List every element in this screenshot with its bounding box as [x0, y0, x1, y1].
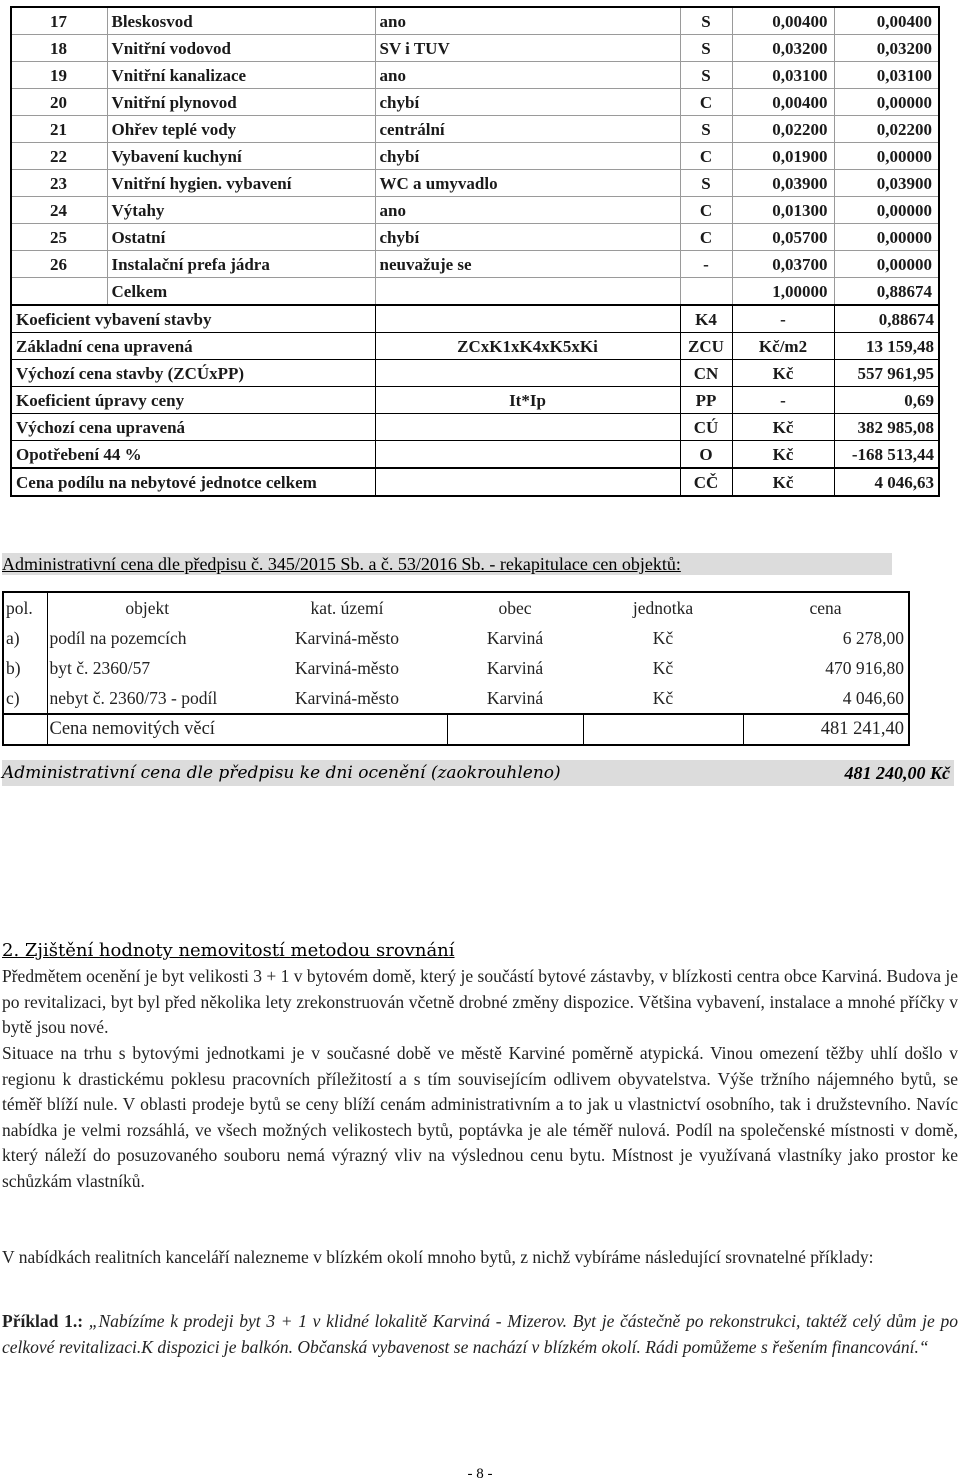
total-v1: 1,00000 [732, 278, 834, 306]
summary-value: 0,69 [834, 387, 939, 414]
summary-value: 382 985,08 [834, 414, 939, 441]
item-row [11, 143, 939, 170]
item-category: C [680, 197, 732, 224]
item-value: 0,00000 [834, 197, 939, 224]
summary-value: 0,88674 [834, 305, 939, 333]
summary-row [11, 441, 939, 469]
item-row [11, 170, 939, 197]
item-value: 0,00400 [834, 7, 939, 35]
summary-code: ZCU [680, 333, 732, 360]
item-number: 25 [11, 224, 107, 251]
summary-code: K4 [680, 305, 732, 333]
item-description: SV i TUV [375, 35, 680, 62]
summary-unit: - [732, 387, 834, 414]
item-category: S [680, 116, 732, 143]
item-weight: 0,05700 [732, 224, 834, 251]
item-description: neuvažuje se [375, 251, 680, 278]
item-value: 0,00000 [834, 89, 939, 116]
item-number: 26 [11, 251, 107, 278]
summary-code: O [680, 441, 732, 469]
item-description: ano [375, 62, 680, 89]
item-row [11, 116, 939, 143]
item-name: Vnitřní plynovod [107, 89, 375, 116]
summary-label: Cena podílu na nebytové jednotce celkem [11, 468, 375, 496]
recap-sum-label: Cena nemovitých věcí [47, 714, 447, 745]
item-name: Ostatní [107, 224, 375, 251]
item-number: 19 [11, 62, 107, 89]
summary-label: Opotřebení 44 % [11, 441, 375, 469]
recap-cell-objekt: podíl na pozemcích [49, 627, 187, 648]
item-weight: 0,01300 [732, 197, 834, 224]
summary-formula [375, 468, 680, 496]
summary-unit: Kč [732, 441, 834, 469]
summary-label: Výchozí cena upravená [11, 414, 375, 441]
summary-row [11, 468, 939, 496]
recap-header-objekt: objekt [125, 597, 170, 618]
item-weight: 0,02200 [732, 116, 834, 143]
item-weight: 0,01900 [732, 143, 834, 170]
summary-unit: Kč [732, 468, 834, 496]
recap-cell-cena: 470 916,80 [825, 657, 904, 678]
summary-label: Základní cena upravená [11, 333, 375, 360]
item-value: 0,03900 [834, 170, 939, 197]
item-name: Vybavení kuchyní [107, 143, 375, 170]
item-value: 0,03200 [834, 35, 939, 62]
recap-cell-obec: Karviná [486, 627, 544, 648]
recap-row [3, 653, 909, 683]
recap-sum-value: 481 241,40 [743, 714, 909, 745]
summary-value: 4 046,63 [834, 468, 939, 496]
item-number: 21 [11, 116, 107, 143]
recap-cell-pol: b) [3, 653, 47, 683]
summary-value: 13 159,48 [834, 333, 939, 360]
summary-label: Výchozí cena stavby (ZCÚxPP) [11, 360, 375, 387]
item-description: chybí [375, 224, 680, 251]
summary-formula [375, 441, 680, 469]
item-name: Ohřev teplé vody [107, 116, 375, 143]
recap-cell-obec: Karviná [486, 687, 544, 708]
item-row [11, 62, 939, 89]
item-row [11, 251, 939, 278]
item-description: chybí [375, 89, 680, 116]
item-category: S [680, 62, 732, 89]
item-number: 20 [11, 89, 107, 116]
summary-label: Koeficient vybavení stavby [11, 305, 375, 333]
recap-cell-pol: c) [3, 683, 47, 714]
rounded-price-row [2, 760, 954, 786]
summary-formula: ZCxK1xK4xK5xKi [375, 333, 680, 360]
summary-formula [375, 414, 680, 441]
summary-code: CČ [680, 468, 732, 496]
example-1 [2, 1309, 958, 1360]
summary-row [11, 333, 939, 360]
example-1-label: Příklad 1.: [2, 1311, 84, 1331]
summary-unit: Kč [732, 414, 834, 441]
item-number: 24 [11, 197, 107, 224]
total-no-cell [11, 278, 107, 306]
example-1-text: „Nabízíme k prodeji byt 3 + 1 v klidné lokalitě Karviná - Mizerov. Byt je částečně po rekonstrukci, taktéž celý dům je po celkové revitalizaci.K dispozici je balkón. Občanská vybavenost se nachází v blízkém okolí. Rádi pomůžeme s řešením financování.“ [2, 1311, 958, 1357]
summary-unit: Kč/m2 [732, 333, 834, 360]
recap-header-cena: cena [809, 597, 842, 618]
item-row [11, 197, 939, 224]
summary-row [11, 414, 939, 441]
item-weight: 0,03100 [732, 62, 834, 89]
item-value: 0,02200 [834, 116, 939, 143]
recap-cell-uzemi: Karviná-město [295, 687, 399, 708]
item-number: 23 [11, 170, 107, 197]
summary-code: PP [680, 387, 732, 414]
summary-value: 557 961,95 [834, 360, 939, 387]
item-weight: 0,00400 [732, 89, 834, 116]
recap-cell-jednotka: Kč [652, 657, 674, 678]
item-description: centrální [375, 116, 680, 143]
paragraph-market: Situace na trhu s bytovými jednotkami je v současné době ve městě Karviné poměrně atypická. Vinou omezení těžby uhlí došlo v regionu k drastickému poklesu pracovních příležitostí a s tím souvisejícím odlivem obyvatelstva. Výše tržního nájemného bytů, se téměř blíží nule. V oblasti prodeje bytů se ceny blíží cenám administrativním a to jak u vlastnictví osobního, tak i družstevního. Navíc nabídka je velmi rozsáhlá, ve všech možných velikostech bytů, poptávka je ale téměř nulová. Podíl na společenské místnosti v domě, který náleží do posuzovaného souboru nemá výrazný vliv na výslednou cenu bytu. Místnost je využívaná vlastníky jako prostor ke schůzkám vlastníků. [2, 1043, 958, 1191]
total-label: Celkem [107, 278, 375, 306]
recap-cell-cena: 6 278,00 [842, 627, 904, 648]
paragraph-subject: Předmětem ocenění je byt velikosti 3 + 1 v bytovém domě, který je součástí bytové zástavby, v blízkosti centra obce Karviná. Budova je po revitalizaci, byt byl před několika lety zrekonstruován včetně drobné změny dispozice. Většina vybavení, instalace a mnohé příčky v bytě jsou nové. [2, 966, 958, 1038]
item-description: ano [375, 7, 680, 35]
total-v2: 0,88674 [834, 278, 939, 306]
item-row [11, 7, 939, 35]
item-number: 18 [11, 35, 107, 62]
recap-cell-objekt: byt č. 2360/57 [49, 657, 151, 678]
item-name: Vnitřní kanalizace [107, 62, 375, 89]
item-category: S [680, 35, 732, 62]
item-value: 0,00000 [834, 251, 939, 278]
item-name: Vnitřní vodovod [107, 35, 375, 62]
recap-sum-row [3, 714, 909, 745]
summary-unit: - [732, 305, 834, 333]
recap-header-uzemi: kat. území [310, 597, 384, 618]
item-description: WC a umyvadlo [375, 170, 680, 197]
item-weight: 0,03700 [732, 251, 834, 278]
recap-cell-uzemi: Karviná-město [295, 657, 399, 678]
summary-formula [375, 360, 680, 387]
rounded-price-value: 481 240,00 Kč [844, 763, 950, 783]
item-name: Výtahy [107, 197, 375, 224]
summary-row [11, 387, 939, 414]
recap-row [3, 683, 909, 714]
item-value: 0,00000 [834, 224, 939, 251]
recap-header-pol: pol. [3, 592, 47, 623]
recap-header-jednotka: jednotka [632, 597, 694, 618]
item-number: 17 [11, 7, 107, 35]
item-weight: 0,03200 [732, 35, 834, 62]
recap-header-row [3, 592, 909, 623]
summary-unit: Kč [732, 360, 834, 387]
item-description: ano [375, 197, 680, 224]
recap-table [2, 591, 910, 746]
recap-header-obec: obec [498, 597, 532, 618]
recap-cell-cena: 4 046,60 [842, 687, 904, 708]
summary-value: -168 513,44 [834, 441, 939, 469]
item-category: - [680, 251, 732, 278]
summary-code: CN [680, 360, 732, 387]
item-category: S [680, 7, 732, 35]
item-row [11, 224, 939, 251]
summary-formula [375, 305, 680, 333]
summary-label: Koeficient úpravy ceny [11, 387, 375, 414]
summary-code: CÚ [680, 414, 732, 441]
item-number: 22 [11, 143, 107, 170]
recap-cell-obec: Karviná [486, 657, 544, 678]
item-row [11, 35, 939, 62]
recap-cell-objekt: nebyt č. 2360/73 - podíl [49, 687, 218, 708]
summary-row [11, 305, 939, 333]
item-row [11, 89, 939, 116]
item-value: 0,03100 [834, 62, 939, 89]
item-category: C [680, 224, 732, 251]
item-description: chybí [375, 143, 680, 170]
item-name: Vnitřní hygien. vybavení [107, 170, 375, 197]
rounded-price-label: Administrativní cena dle předpisu ke dni ocenění (zaokrouhleno) [2, 763, 561, 783]
summary-formula: It*Ip [375, 387, 680, 414]
recap-row [3, 623, 909, 653]
recap-cell-pol: a) [3, 623, 47, 653]
item-name: Instalační prefa jádra [107, 251, 375, 278]
item-category: C [680, 143, 732, 170]
recap-cell-uzemi: Karviná-město [295, 627, 399, 648]
item-value: 0,00000 [834, 143, 939, 170]
item-name: Bleskosvod [107, 7, 375, 35]
recap-title: Administrativní cena dle předpisu č. 345/2015 Sb. a č. 53/2016 Sb. - rekapitulace cen objektů: [2, 553, 892, 575]
item-category: S [680, 170, 732, 197]
item-weight: 0,03900 [732, 170, 834, 197]
item-category: C [680, 89, 732, 116]
summary-row [11, 360, 939, 387]
recap-cell-jednotka: Kč [652, 627, 674, 648]
equipment-coefficient-table [10, 6, 940, 497]
page-number: - 8 - [467, 1466, 493, 1482]
paragraph-offers: V nabídkách realitních kanceláří nalezneme v blízkém okolí mnoho bytů, z nichž vybíráme následující srovnatelné příklady: [2, 1247, 874, 1267]
recap-cell-jednotka: Kč [652, 687, 674, 708]
section-heading: 2. Zjištění hodnoty nemovitostí metodou srovnání [2, 940, 455, 961]
item-weight: 0,00400 [732, 7, 834, 35]
